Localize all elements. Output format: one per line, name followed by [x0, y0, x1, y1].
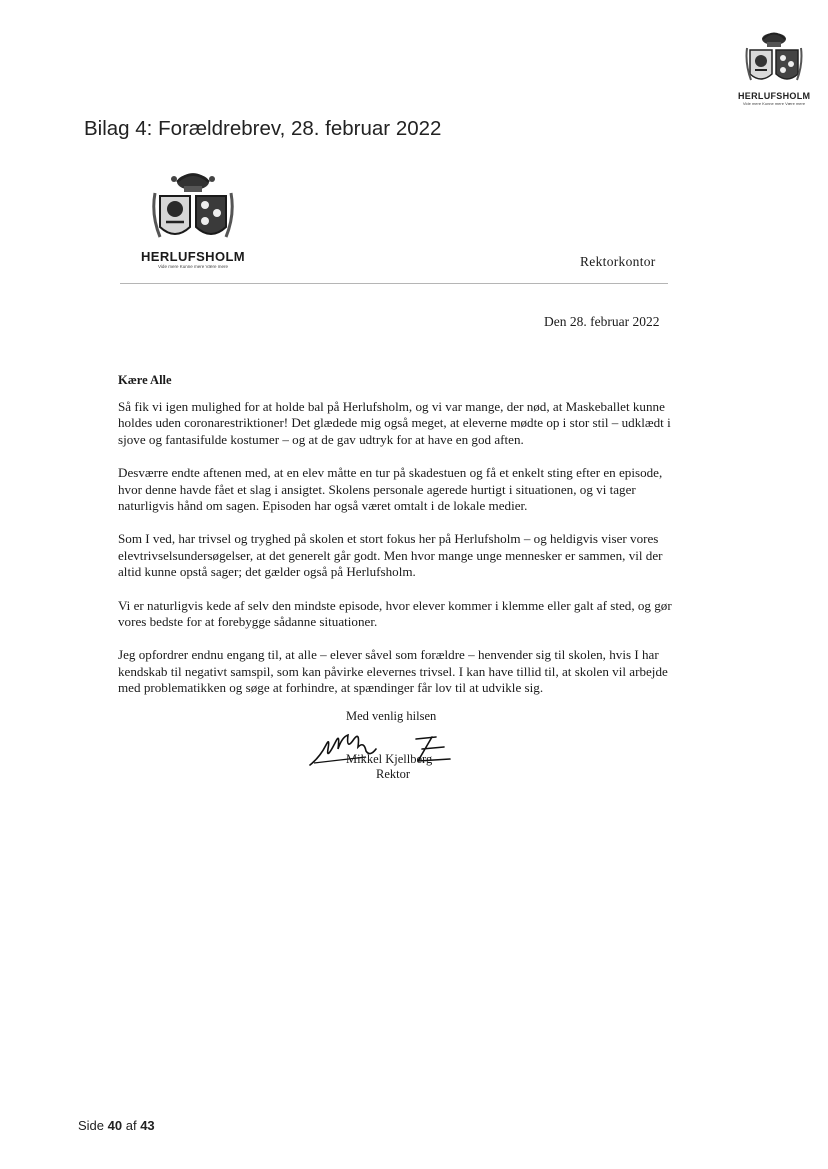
letter-date: Den 28. februar 2022: [544, 314, 660, 329]
office-label: Rektorkontor: [580, 254, 656, 269]
herlufsholm-crest-icon: [745, 30, 803, 90]
letter-paragraph: Så fik vi igen mulighed for at holde bal på Herlufsholm, og vi var mange, der nød, at Maskeballet kunne holdes uden coronarestriktioner! Det glædede mig også meget, at eleverne mødte op i stor stil – udklædt i sjove og fantasifulde kostumer – og at de gav udtryk for at have en god aften.: [118, 399, 671, 447]
page-title: Bilag 4: Forældrebrev, 28. februar 2022: [84, 117, 442, 140]
letterhead-logo-name: HERLUFSHOLM: [140, 249, 246, 264]
letterhead-divider: [120, 283, 668, 284]
header-logo-name: HERLUFSHOLM: [738, 91, 811, 101]
page-footer: [78, 1118, 155, 1133]
footer-prefix: Side: [78, 1118, 108, 1133]
letter-salutation: Kære Alle: [118, 373, 172, 387]
footer-page-number: 40: [107, 1118, 123, 1133]
signer-title: Rektor: [376, 767, 411, 781]
header-logo-tagline: Vide mere Kunne mere Være mere: [742, 101, 806, 106]
letterhead-logo-tagline: Vide mere Kunne mere Være mere: [158, 264, 228, 269]
footer-page-total: 43: [140, 1118, 155, 1133]
signer-name: Mikkel Kjellberg: [346, 752, 433, 766]
letter-paragraph: Som I ved, har trivsel og tryghed på skolen et stort fokus her på Herlufsholm – og heldigvis viser vores elevtrivselsundersøgelser, at det generelt går godt. Men hvor mange unge mennesker er sammen, vil der altid kunne opstå sager; det gælder også på Herlufsholm.: [118, 531, 663, 580]
letter-body: [118, 399, 678, 714]
header-logo: [738, 30, 810, 106]
letter-closing: Med venlig hilsen: [346, 709, 437, 723]
herlufsholm-crest-icon: [150, 171, 236, 247]
letterhead-logo: [138, 171, 248, 269]
footer-middle: af: [122, 1118, 141, 1133]
letter-paragraph: Vi er naturligvis kede af selv den mindste episode, hvor elever kommer i klemme eller galt af sted, og gør vores bedste for at forebygge sådanne situationer.: [118, 597, 672, 630]
letter-paragraph: Desværre endte aftenen med, at en elev måtte en tur på skadestuen og få et enkelt sting efter en episode, hvor denne havde fået et slag i ansigtet. Skolens personale agerede hurtigt i situationen, og vi tager naturligvis hånd om sagen. Episoden har også været omtalt i de lokale medier.: [118, 465, 663, 514]
letter-paragraph: Jeg opfordrer endnu engang til, at alle – elever såvel som forældre – henvender sig til skolen, hvis I har kendskab til negativt samspil, som kan påvirke elevernes trivsel. I kan have tillid til, at skolen vil arbejde med problematikken og søge at forhindre, at spændinger får lov til at udvikle sig.: [118, 647, 668, 696]
